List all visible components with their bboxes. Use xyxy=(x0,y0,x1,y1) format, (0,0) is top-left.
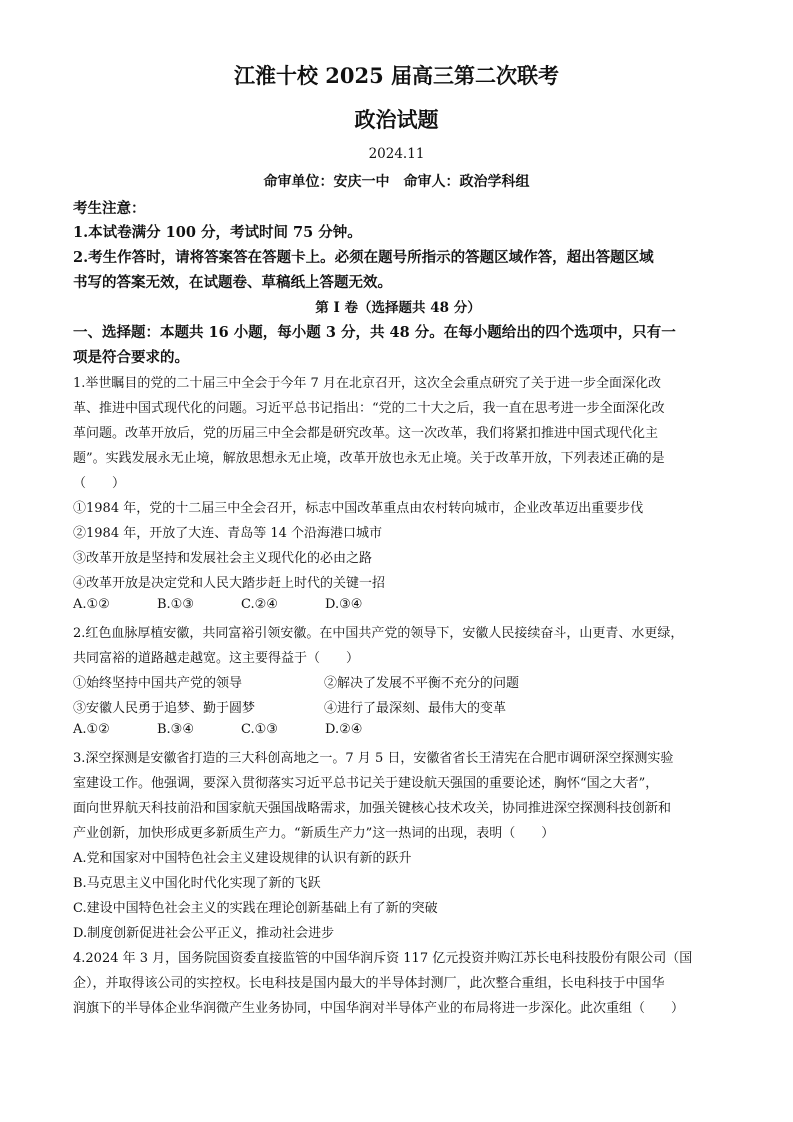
q1-option-b[interactable]: B.①③ xyxy=(157,597,194,612)
q1-option-c[interactable]: C.②④ xyxy=(241,597,278,612)
q1-stem-line-2: 革、推进中国式现代化的问题。习近平总书记指出：“党的二十大之后，我一直在思考进一步全面深化改 xyxy=(73,401,665,416)
q2-options xyxy=(73,722,723,737)
exam-date: 2024.11 xyxy=(368,146,425,162)
q2-option-c[interactable]: C.①③ xyxy=(241,722,278,737)
q2-option-a[interactable]: A.①② xyxy=(73,722,110,737)
q1-stem-line-1: 1.举世瞩目的党的二十届三中全会于今年 7 月在北京召开，这次全会重点研究了关于进一步全面深化改 xyxy=(73,376,661,391)
q3-option-a[interactable]: A.党和国家对中国特色社会主义建设规律的认识有新的跃升 xyxy=(73,851,412,866)
q2-statements-row-2 xyxy=(73,697,723,716)
q1-statement-1: ①1984 年，党的十二届三中全会召开，标志中国改革重点由农村转向城市，企业改革迈出重要步伐 xyxy=(73,501,644,516)
q2-statements-row-1 xyxy=(73,672,723,691)
q1-stem-line-4: 题”。实践发展永无止境，解放思想永无止境，改革开放也永无止境。关于改革开放，下列表述正确的是 xyxy=(73,451,665,466)
q4-stem-line-1: 4.2024 年 3 月，国务院国资委直接监管的中国华润斥资 117 亿元投资并购江苏长电科技股份有限公司（国 xyxy=(73,951,693,966)
q1-stem-line-5: （ ） xyxy=(73,476,126,491)
q4-stem-line-3: 润旗下的半导体企业华润微产生业务协同，中国华润对半导体产业的布局将进一步深化。此次重组（ ） xyxy=(73,1001,685,1016)
section-instruction-line-2: 项是符合要求的。 xyxy=(73,349,189,366)
q4-stem-line-2: 企），并取得该公司的实控权。长电科技是国内最大的半导体封测厂，此次整合重组，长电科技于中国华 xyxy=(73,976,665,991)
q3-option-d[interactable]: D.制度创新促进社会公平正义，推动社会进步 xyxy=(73,926,335,941)
section-title: 第 I 卷（选择题共 48 分） xyxy=(315,300,481,316)
notice-item-2-line-1: 2.考生作答时，请将答案答在答题卡上。必须在题号所指示的答题区域作答，超出答题区域 xyxy=(73,249,654,266)
q2-statement-3: ③安徽人民勇于追梦、勤于圆梦 xyxy=(73,701,256,716)
q3-option-b[interactable]: B.马克思主义中国化时代化实现了新的飞跃 xyxy=(73,876,321,891)
q3-stem-line-3: 面向世界航天科技前沿和国家航天强国战略需求，加强关键核心技术攻关，协同推进深空探测科技创新和 xyxy=(73,801,672,816)
q1-option-d[interactable]: D.③④ xyxy=(325,597,363,612)
q2-statement-2: ②解决了发展不平衡不充分的问题 xyxy=(324,676,520,691)
q3-stem-line-4: 产业创新，加快形成更多新质生产力。“新质生产力”这一热词的出现，表明（ ） xyxy=(73,826,555,841)
q2-option-b[interactable]: B.③④ xyxy=(157,722,194,737)
q1-statement-4: ④改革开放是决定党和人民大踏步赶上时代的关键一招 xyxy=(73,576,386,591)
q1-statement-3: ③改革开放是坚持和发展社会主义现代化的必由之路 xyxy=(73,551,373,566)
q3-option-c[interactable]: C.建设中国特色社会主义的实践在理论创新基础上有了新的突破 xyxy=(73,901,438,916)
q3-stem-line-2: 室建设工作。他强调，要深入贯彻落实习近平总书记关于建设航天强国的重要论述，胸怀“国之大者”， xyxy=(73,776,659,791)
q1-stem-line-3: 革问题。改革开放后，党的历届三中全会都是研究改革。这一次改革，我们将紧扣推进中国式现代化主 xyxy=(73,426,659,441)
exam-title: 江淮十校 2025 届高三第二次联考 xyxy=(233,63,560,88)
exam-subtitle: 政治试题 xyxy=(354,107,439,132)
q1-options xyxy=(73,597,723,612)
exam-authors: 命审单位：安庆一中 命审人：政治学科组 xyxy=(263,174,530,190)
notice-heading: 考生注意： xyxy=(73,200,146,217)
notice-item-2-line-2: 书写的答案无效，在试题卷、草稿纸上答题无效。 xyxy=(73,274,392,291)
q1-statement-2: ②1984 年，开放了大连、青岛等 14 个沿海港口城市 xyxy=(73,526,383,541)
notice-item-1: 1.本试卷满分 100 分，考试时间 75 分钟。 xyxy=(73,224,362,241)
q3-stem-line-1: 3.深空探测是安徽省打造的三大科创高地之一。7 月 5 日，安徽省省长王清宪在合肥市调研深空探测实验 xyxy=(73,751,674,766)
q2-option-d[interactable]: D.②④ xyxy=(325,722,363,737)
q2-statement-1: ①始终坚持中国共产党的领导 xyxy=(73,676,243,691)
q2-stem-line-1: 2.红色血脉厚植安徽，共同富裕引领安徽。在中国共产党的领导下，安徽人民接续奋斗，山更青、水更绿， xyxy=(73,626,684,641)
section-instruction-line-1: 一、选择题：本题共 16 小题，每小题 3 分，共 48 分。在每小题给出的四个选项中，只有一 xyxy=(73,324,676,341)
q2-stem-line-2: 共同富裕的道路越走越宽。这主要得益于（ ） xyxy=(73,651,360,666)
q1-option-a[interactable]: A.①② xyxy=(73,597,110,612)
q2-statement-4: ④进行了最深刻、最伟大的变革 xyxy=(324,701,507,716)
